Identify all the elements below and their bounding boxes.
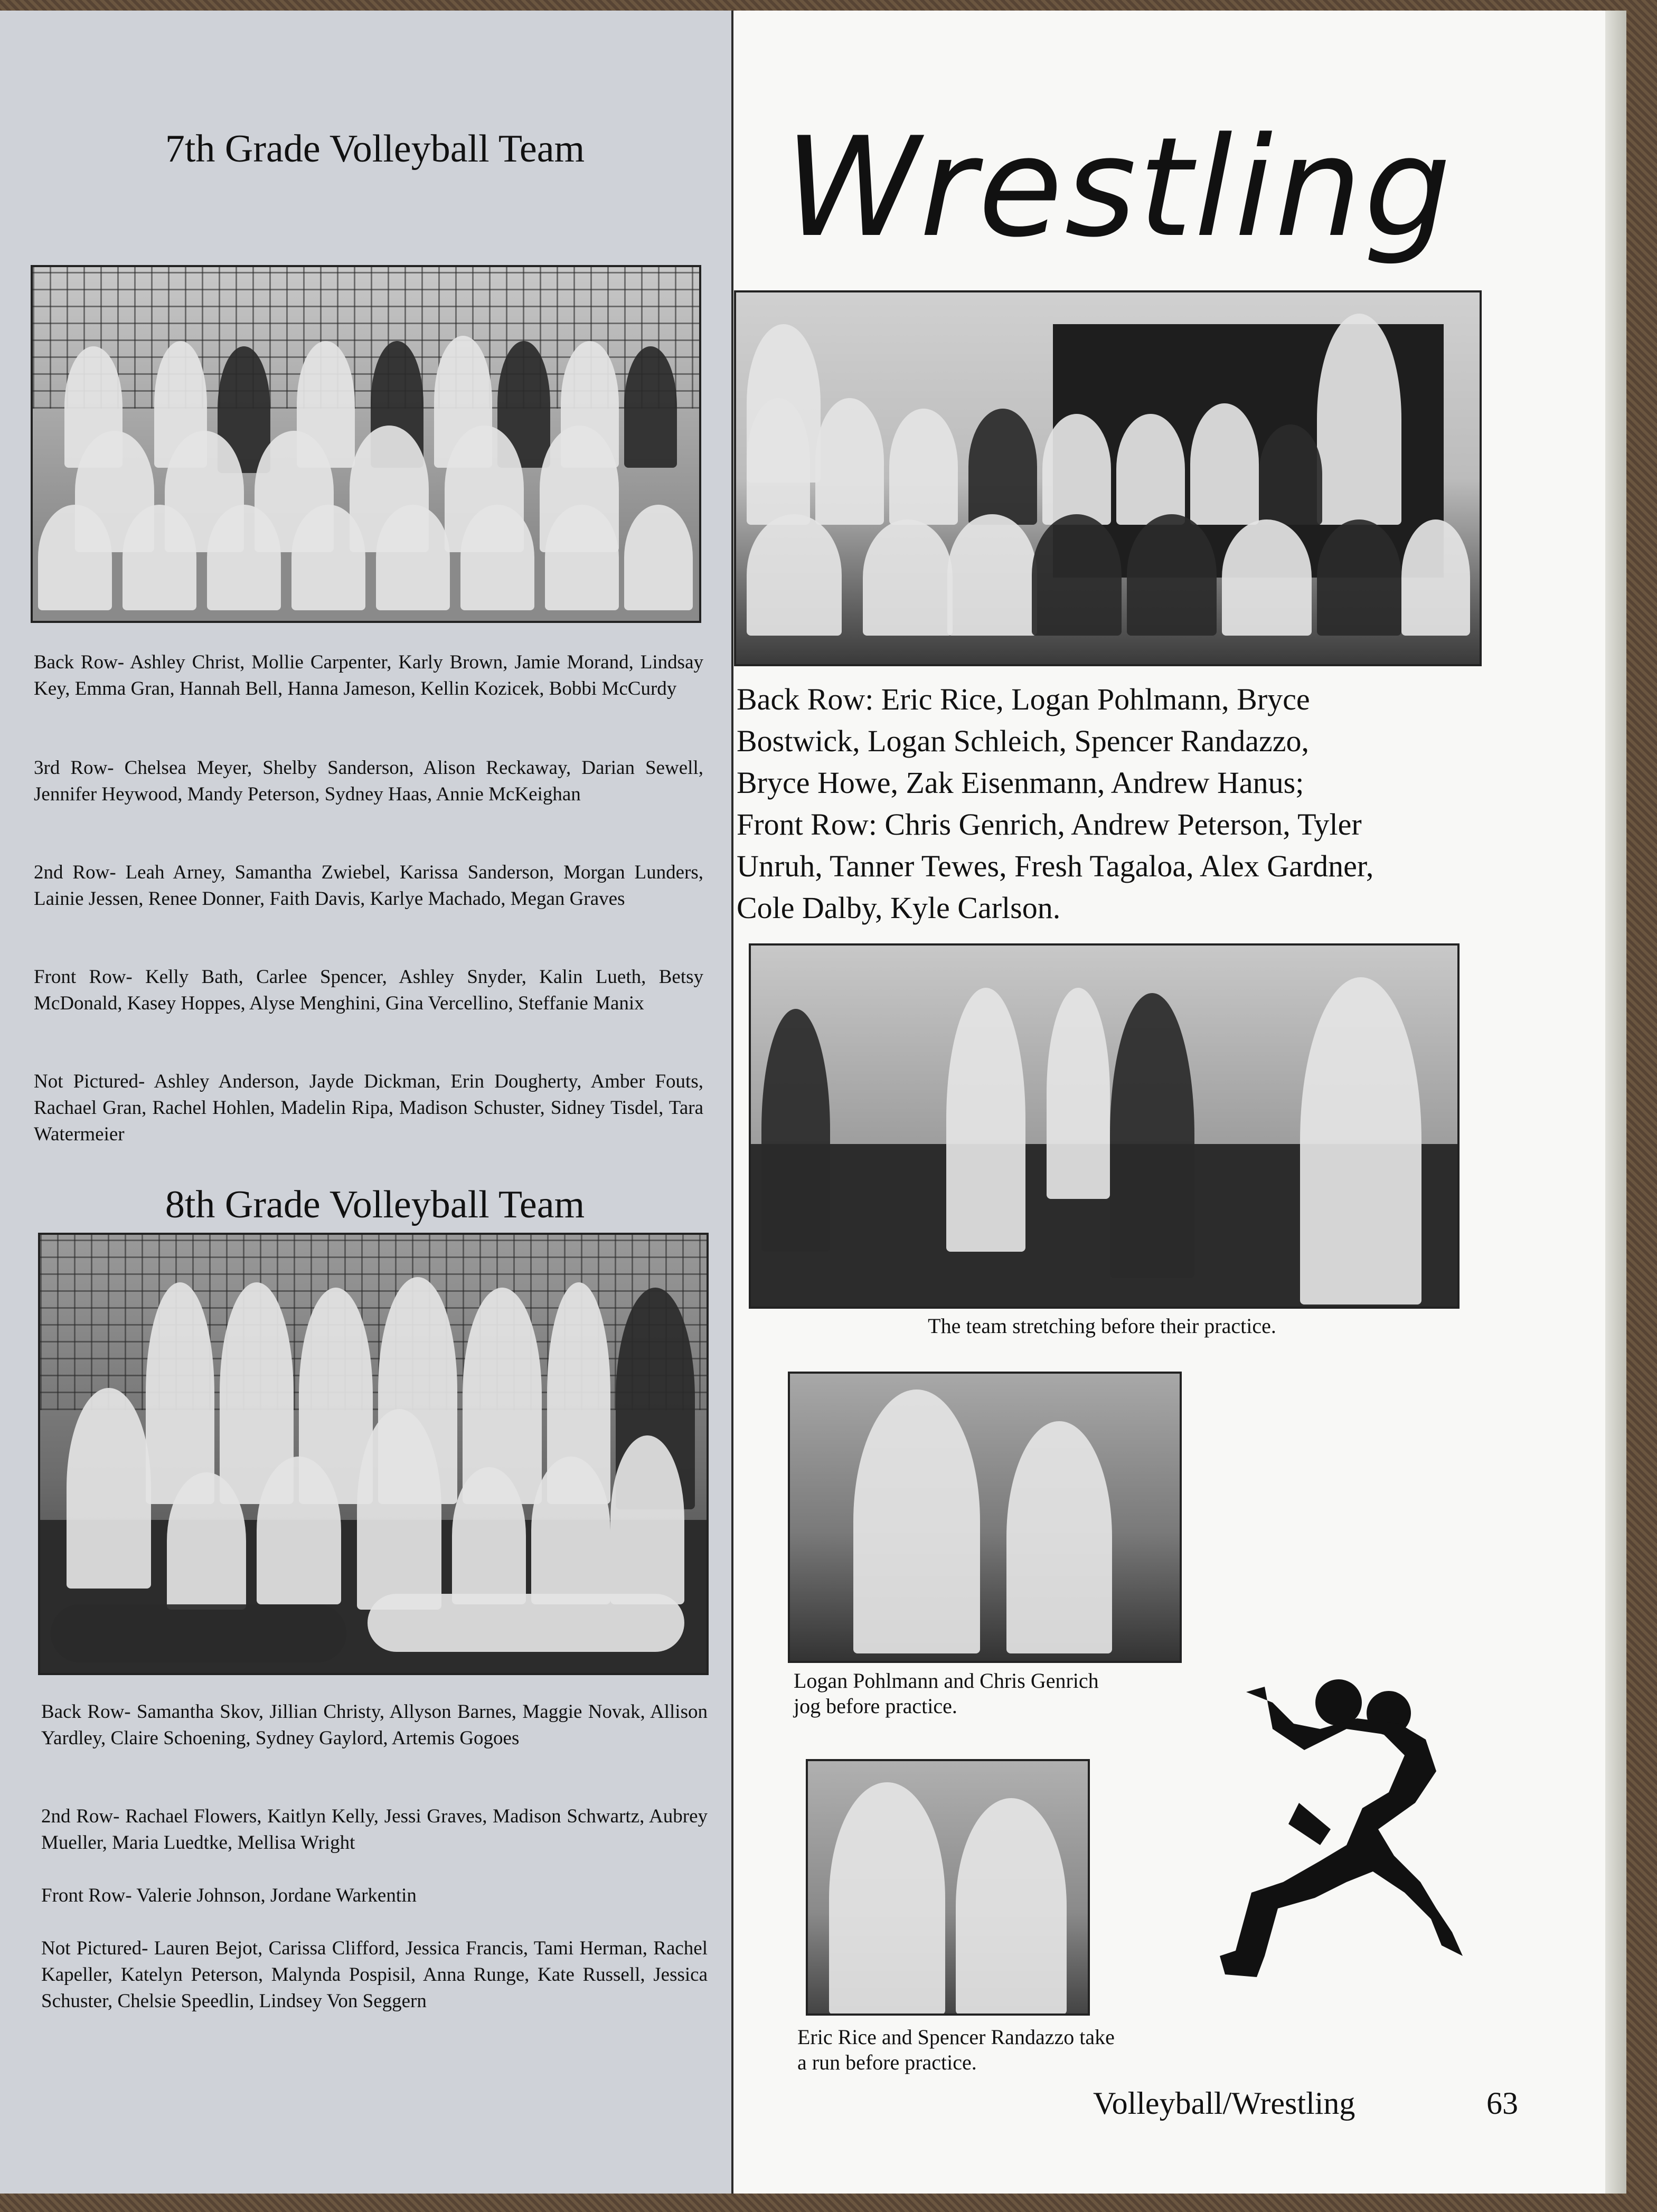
wrestler-figure [956,1798,1067,2015]
wrestler-figure [1110,993,1194,1278]
wrestler-figure [1317,314,1401,525]
caption-jog-line-2: jog before practice. [794,1694,957,1718]
photo-8th-grade-team [38,1233,709,1675]
roster-7th-back-row: Back Row- Ashley Christ, Mollie Carpenter, Karly Brown, Jamie Morand, Lindsay Key, Emma Gran, Hannah Bell, Hanna Jameson, Kellin Kozicek, Bobbi McCurdy [34,651,703,699]
wrestler-figure [815,398,884,525]
page-edge [1605,11,1626,2194]
roster-7th-not-pictured: Not Pictured- Ashley Anderson, Jayde Dickman, Erin Dougherty, Amber Fouts, Rachael Gran, Rachel Hohlen, Madelin Ripa, Madison Schuster, Sidney Tisdel, Tara Watermeier [34,1071,703,1145]
player-figure [610,1435,684,1604]
player-figure [624,346,677,468]
player-figure [207,505,281,610]
wrestler-figure [761,1009,830,1252]
wrestlers-silhouette-icon [1214,1671,1468,1988]
wrestling-roster-line-2: Bostwick, Logan Schleich, Spencer Randazzo, [737,724,1309,758]
wrestler-figure [1259,424,1322,525]
roster-8th-second-row: 2nd Row- Rachael Flowers, Kaitlyn Kelly, Jessi Graves, Madison Schwartz, Aubrey Mueller, Maria Luedtke, Mellisa Wright [41,1805,708,1854]
wrestler-figure [968,409,1037,525]
player-figure [368,1594,684,1652]
player-figure [545,505,619,610]
caption-jog-line-1: Logan Pohlmann and Chris Genrich [794,1669,1099,1693]
wrestler-figure [863,519,953,636]
caption-stretching: The team stretching before their practice. [928,1314,1276,1338]
wrestling-roster-line-1: Back Row: Eric Rice, Logan Pohlmann, Bryce [737,682,1310,716]
wrestling-roster-line-5: Unruh, Tanner Tewes, Fresh Tagaloa, Alex Gardner, [737,849,1374,883]
player-figure [460,505,534,610]
photo-7th-grade-team [31,265,701,623]
player-figure [357,1409,441,1610]
caption-run-line-2: a run before practice. [797,2050,977,2074]
player-figure [51,1604,346,1662]
heading-7th-grade: 7th Grade Volleyball Team [165,127,585,171]
photo-running [806,1759,1090,2016]
wrestler-figure [889,409,958,525]
wrestling-title: Wrestling [784,108,1454,268]
player-figure [38,505,112,610]
player-figure [167,1472,246,1610]
player-figure [531,1457,610,1604]
wrestler-figure [747,398,810,525]
wrestler-figure [1127,514,1217,636]
photo-jogging [788,1372,1182,1663]
wrestler-figure [1042,414,1111,525]
wrestler-figure [829,1782,945,2015]
wrestling-roster-line-4: Front Row: Chris Genrich, Andrew Peterson, Tyler [737,807,1362,842]
photo-team-stretching [749,943,1460,1309]
page-number: 63 [1486,2086,1518,2121]
roster-8th-back-row: Back Row- Samantha Skov, Jillian Christy, Allyson Barnes, Maggie Novak, Allison Yardley, Claire Schoening, Sydney Gaylord, Artemis Gogoes [41,1701,708,1749]
wrestler-figure [946,988,1025,1252]
heading-8th-grade: 8th Grade Volleyball Team [165,1183,585,1226]
roster-7th-second-row: 2nd Row- Leah Arney, Samantha Zwiebel, Karissa Sanderson, Morgan Lunders, Lainie Jessen, Renee Donner, Faith Davis, Karlye Machado, Megan Graves [34,862,703,910]
wrestler-figure [1032,514,1122,636]
player-figure [257,1457,341,1604]
wrestler-figure [853,1389,980,1653]
wrestling-roster-line-6: Cole Dalby, Kyle Carlson. [737,891,1061,925]
wrestler-figure [1006,1421,1112,1653]
wrestler-figure [1190,403,1259,525]
player-figure [146,1282,214,1504]
photo-wrestling-team [734,290,1482,666]
roster-7th-third-row: 3rd Row- Chelsea Meyer, Shelby Sanderson, Alison Reckaway, Darian Sewell, Jennifer Heywood, Mandy Peterson, Sydney Haas, Annie McKeighan [34,757,703,805]
wrestler-figure [947,514,1037,636]
wrestling-roster-line-3: Bryce Howe, Zak Eisenmann, Andrew Hanus; [737,765,1304,800]
wrestler-figure [1317,519,1401,636]
player-figure [624,505,693,610]
roster-7th-front-row: Front Row- Kelly Bath, Carlee Spencer, Ashley Snyder, Kalin Lueth, Betsy McDonald, Kasey Hoppes, Alyse Menghini, Gina Vercellino, Steffanie Manix [34,966,703,1014]
wrestler-figure [1116,414,1185,525]
wrestler-figure [1047,988,1110,1199]
roster-8th-not-pictured: Not Pictured- Lauren Bejot, Carissa Clifford, Jessica Francis, Tami Herman, Rachel Kapeller, Katelyn Peterson, Malynda Pospisil, Anna Runge, Kate Russell, Jessica Schuster, Chelsie Speedlin, Lindsey Von Seggern [41,1937,708,2012]
roster-8th-front-row: Front Row- Valerie Johnson, Jordane Warkentin [41,1885,417,1906]
player-figure [291,505,365,610]
player-figure [123,505,196,610]
caption-run-line-1: Eric Rice and Spencer Randazzo take [797,2025,1115,2049]
wrestler-figure [1222,519,1312,636]
footer-section-title: Volleyball/Wrestling [1093,2086,1355,2121]
panel-divider [731,11,733,2194]
player-figure [452,1467,526,1604]
player-figure [67,1388,151,1589]
player-figure [376,505,450,610]
wrestler-figure [1300,977,1421,1304]
wrestler-figure [747,514,842,636]
wrestler-figure [1401,519,1470,636]
